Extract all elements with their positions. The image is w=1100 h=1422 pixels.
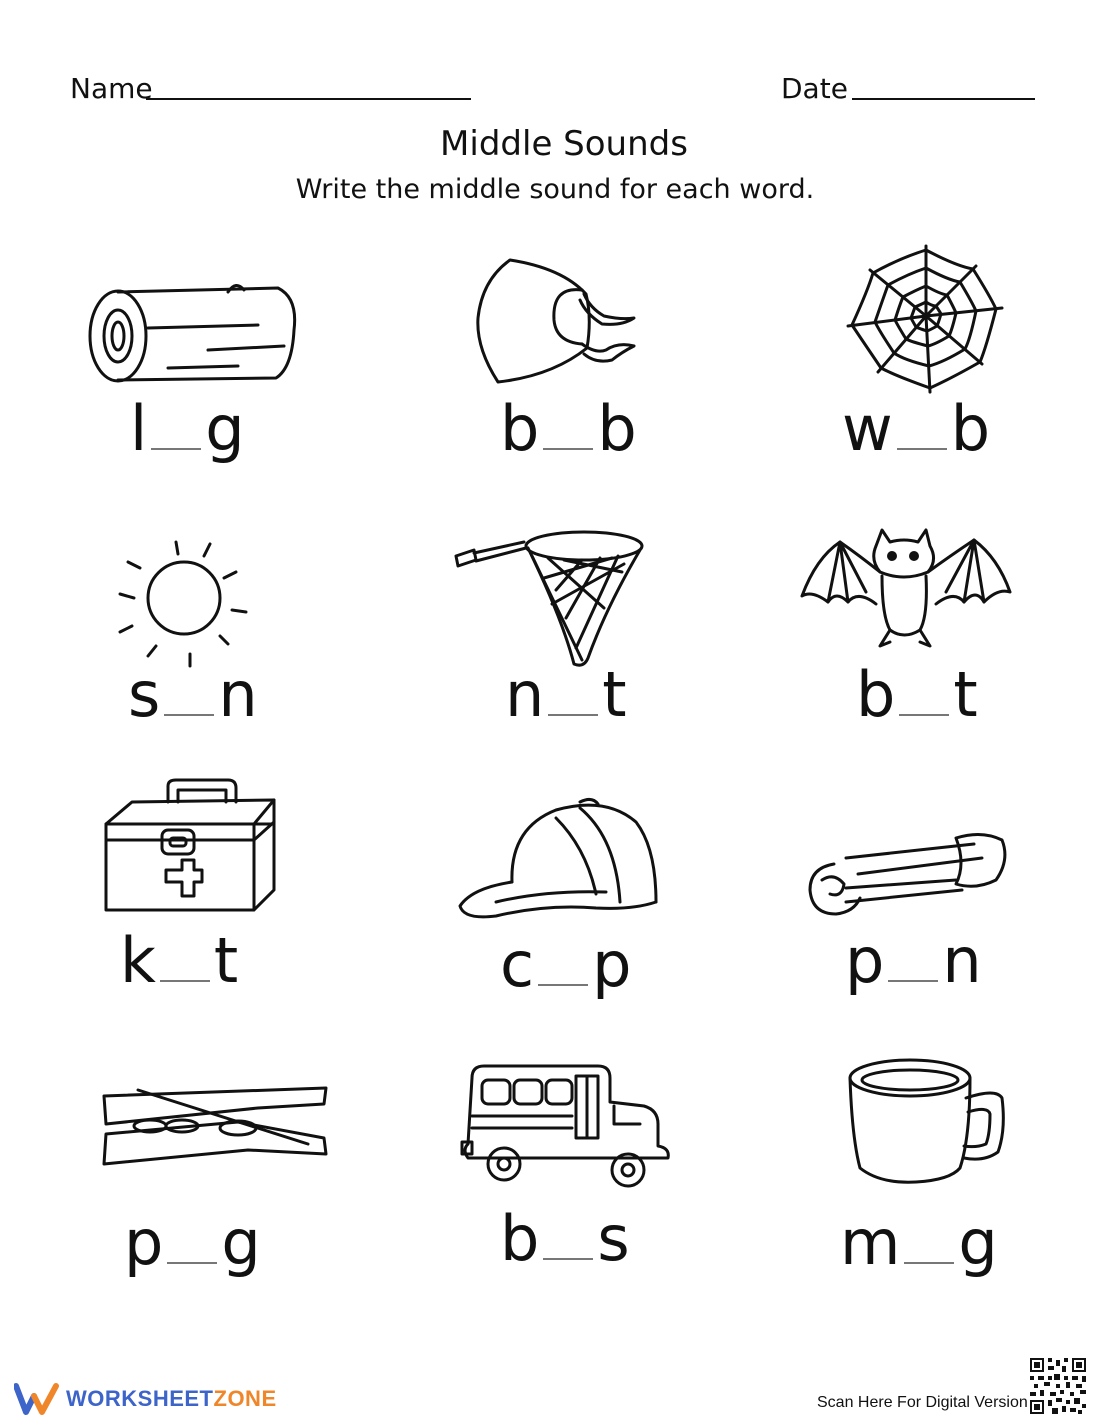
middle-sound-blank[interactable] <box>897 448 947 450</box>
middle-sound-blank[interactable] <box>167 1262 217 1264</box>
first-letter: b <box>500 1202 540 1275</box>
safety-pin-icon <box>806 828 1010 922</box>
butterfly-net-icon <box>452 528 646 668</box>
last-letter: b <box>597 392 637 465</box>
middle-sound-blank[interactable] <box>160 980 210 982</box>
first-letter: w <box>842 392 893 465</box>
last-letter: b <box>950 392 991 465</box>
first-letter: p <box>845 924 885 997</box>
word-bus <box>500 1202 630 1275</box>
bib-icon <box>472 258 642 383</box>
log-icon <box>88 280 298 385</box>
clothespin-icon <box>98 1086 330 1170</box>
word-log <box>130 392 245 465</box>
spider-web-icon <box>846 244 1006 394</box>
name-label: Name <box>70 72 153 105</box>
first-letter: b <box>856 658 896 731</box>
date-line[interactable] <box>852 98 1035 100</box>
word-bat <box>856 658 978 731</box>
brand-logo <box>14 1382 277 1416</box>
last-letter: n <box>942 924 982 997</box>
last-letter: s <box>597 1202 630 1275</box>
first-letter: l <box>130 392 148 465</box>
date-label: Date <box>781 72 848 105</box>
brand-w-icon <box>14 1382 60 1416</box>
word-cap <box>500 928 632 1001</box>
word-mug <box>840 1206 998 1279</box>
middle-sound-blank[interactable] <box>899 714 949 716</box>
word-bib <box>500 392 637 465</box>
middle-sound-blank[interactable] <box>538 984 588 986</box>
middle-sound-blank[interactable] <box>164 714 214 716</box>
middle-sound-blank[interactable] <box>543 448 593 450</box>
first-letter: n <box>505 658 545 731</box>
word-peg <box>124 1206 261 1279</box>
page-title: Middle Sounds <box>440 124 688 164</box>
first-letter: p <box>124 1206 164 1279</box>
middle-sound-blank[interactable] <box>151 448 201 450</box>
last-letter: t <box>602 658 627 731</box>
word-kit <box>120 924 239 997</box>
first-letter: m <box>840 1206 901 1279</box>
last-letter: g <box>205 392 245 465</box>
instruction-text: Write the middle sound for each word. <box>295 174 815 205</box>
word-net <box>505 658 627 731</box>
first-aid-kit-icon <box>102 778 278 918</box>
word-sun <box>128 658 258 731</box>
word-web <box>842 392 991 465</box>
last-letter: t <box>213 924 239 997</box>
middle-sound-blank[interactable] <box>548 714 598 716</box>
first-letter: s <box>128 658 161 731</box>
last-letter: g <box>221 1206 261 1279</box>
middle-sound-blank[interactable] <box>888 980 938 982</box>
first-letter: b <box>500 392 540 465</box>
name-line[interactable] <box>146 98 471 100</box>
sun-icon <box>118 534 252 668</box>
last-letter: n <box>218 658 258 731</box>
scan-text: Scan Here For Digital Version <box>817 1394 1028 1411</box>
last-letter: g <box>958 1206 998 1279</box>
bat-icon <box>800 526 1012 650</box>
first-letter: k <box>120 924 156 997</box>
baseball-cap-icon <box>456 798 660 922</box>
mug-icon <box>846 1058 1008 1186</box>
school-bus-icon <box>462 1064 672 1188</box>
last-letter: t <box>953 658 978 731</box>
first-letter: c <box>500 928 535 1001</box>
middle-sound-blank[interactable] <box>904 1262 954 1264</box>
qr-code-icon[interactable] <box>1030 1358 1086 1414</box>
last-letter: p <box>592 928 632 1001</box>
middle-sound-blank[interactable] <box>543 1258 593 1260</box>
brand-name: WORKSHEETZONE <box>66 1386 277 1411</box>
word-pin <box>845 924 982 997</box>
